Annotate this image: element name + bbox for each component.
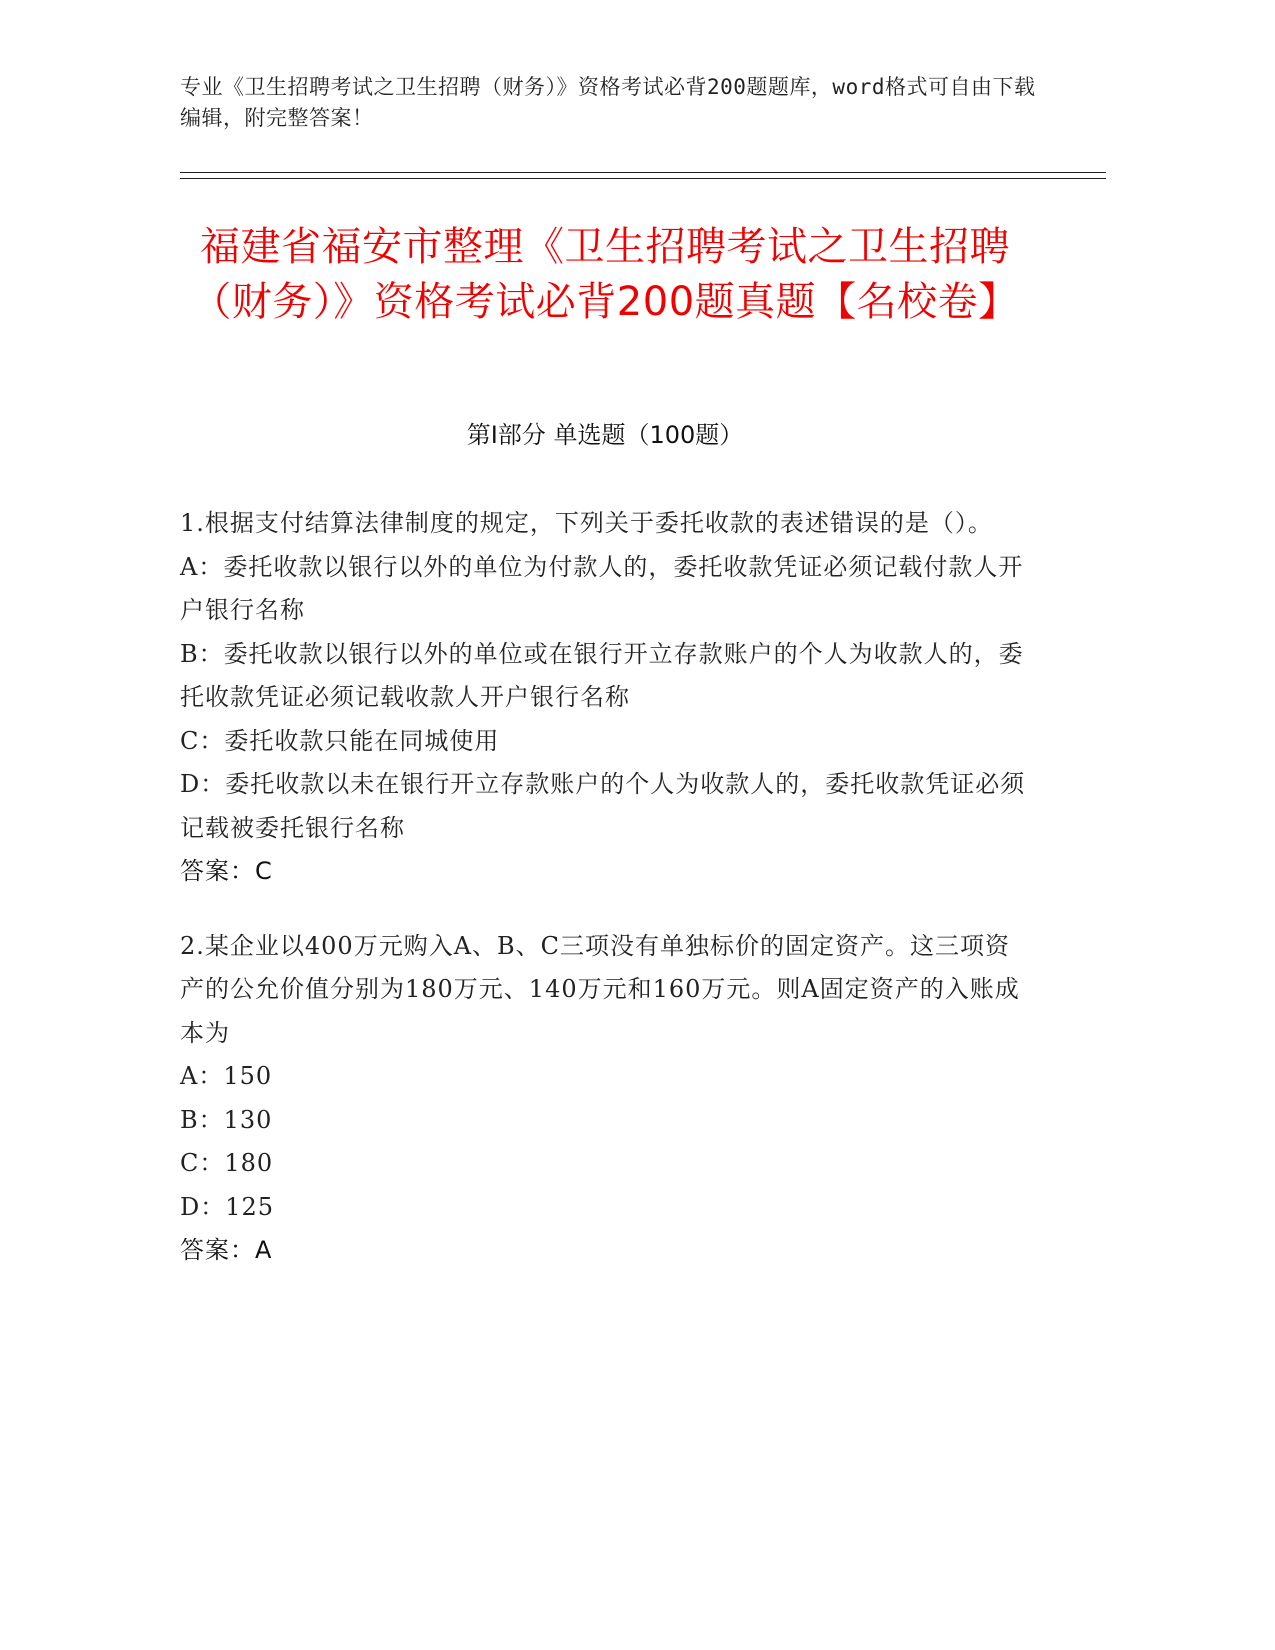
option-b: B：委托收款以银行以外的单位或在银行开立存款账户的个人为收款人的，委托收款凭证必须记载收款人开户银行名称 (180, 639, 1024, 711)
header-divider-top (180, 172, 1106, 173)
option-c: C：委托收款只能在同城使用 (180, 726, 500, 755)
option-b: B：130 (180, 1105, 273, 1134)
header-note: 专业《卫生招聘考试之卫生招聘（财务）》资格考试必背200题题库，word格式可自由下载编辑，附完整答案！ (180, 75, 1036, 130)
option-d: D：125 (180, 1192, 275, 1221)
option-a: A：150 (180, 1062, 273, 1090)
answer-label: 答案：A (180, 1236, 273, 1264)
section-title: 第I部分 单选题（100题） (466, 421, 744, 449)
document-title: 福建省福安市整理《卫生招聘考试之卫生招聘（财务）》资格考试必背200题真题【名校卷】 (191, 224, 1019, 325)
question-2 (180, 925, 1030, 1273)
option-c: C：180 (180, 1149, 274, 1177)
question-stem: 2.某企业以400万元购入A、B、C三项没有单独标价的固定资产。这三项资产的公允价值分别为180万元、140万元和160万元。则A固定资产的入账成本为 (180, 931, 1020, 1047)
question-1 (180, 502, 1030, 894)
question-stem: 1.根据支付结算法律制度的规定，下列关于委托收款的表述错误的是（）。 (180, 509, 993, 537)
option-d: D：委托收款以未在银行开立存款账户的个人为收款人的，委托收款凭证必须记载被委托银行名称 (180, 770, 1026, 842)
question-list (180, 502, 1030, 1304)
answer-label: 答案：C (180, 857, 273, 885)
option-a: A：委托收款以银行以外的单位为付款人的，委托收款凭证必须记载付款人开户银行名称 (180, 552, 1024, 624)
header-divider-bottom (180, 178, 1106, 179)
